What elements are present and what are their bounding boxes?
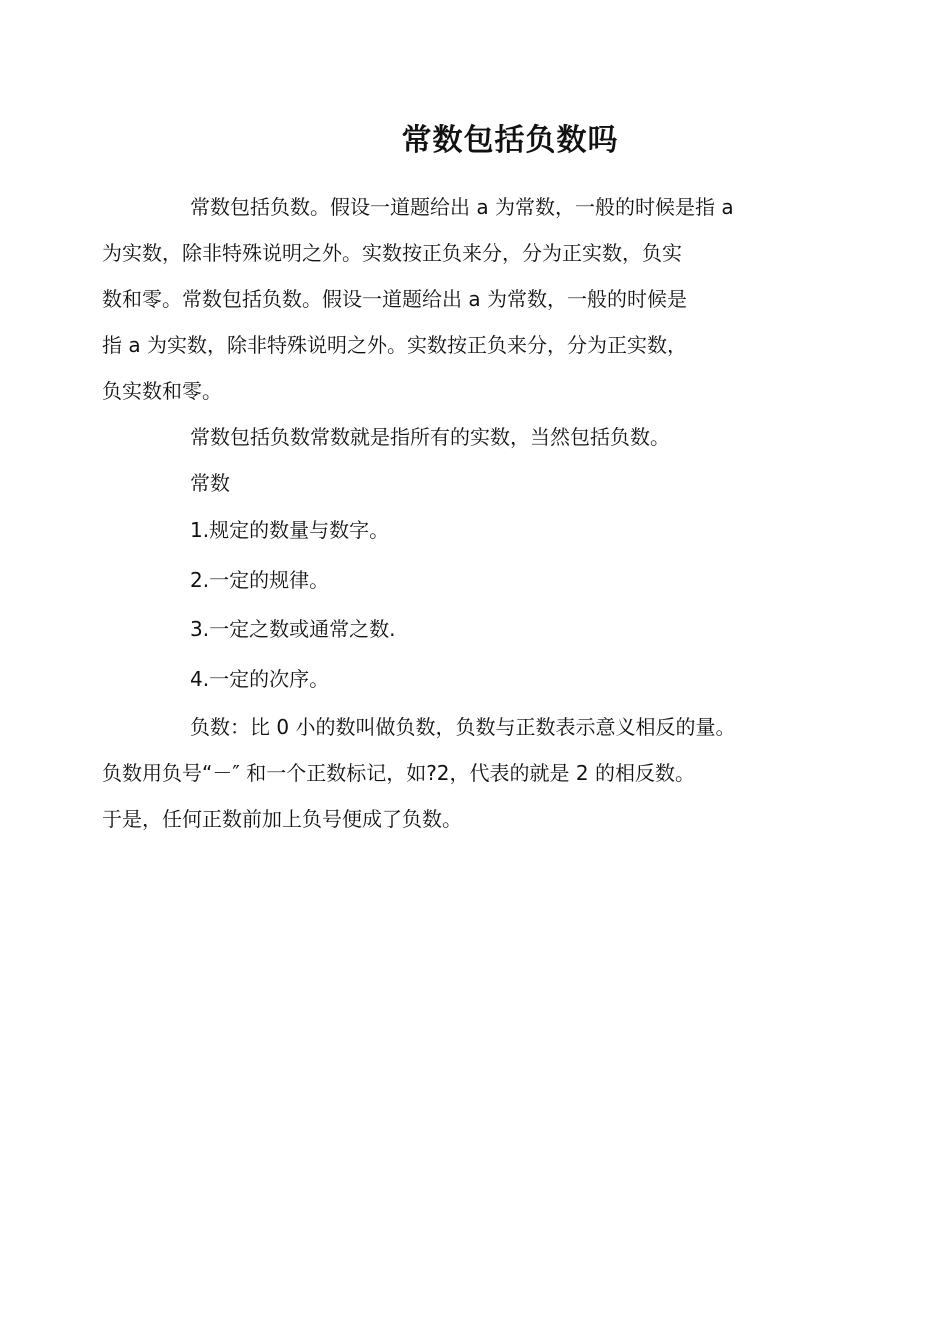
paragraph-line: 于是，任何正数前加上负号便成了负数。: [102, 807, 462, 831]
list-item: 4.一定的次序。: [190, 666, 330, 691]
list-item: 3.一定之数或通常之数.: [190, 617, 396, 641]
closing-paragraph: [102, 704, 822, 842]
paragraph-1: [102, 184, 822, 414]
paragraph-3: [146, 460, 822, 506]
paragraph-line: 常数包括负数常数就是指所有的实数，当然包括负数。: [190, 425, 670, 449]
paragraph-line: 数和零。常数包括负数。假设一道题给出 a 为常数，一般的时候是: [102, 287, 687, 311]
paragraph-2: [146, 414, 822, 460]
paragraph-line: 常数包括负数。假设一道题给出 a 为常数，一般的时候是指 a: [190, 195, 734, 219]
paragraph-line: 为实数，除非特殊说明之外。实数按正负来分，分为正实数，负实: [102, 241, 682, 265]
paragraph-line: 负数：比 0 小的数叫做负数，负数与正数表示意义相反的量。: [190, 715, 736, 739]
paragraph-line: 常数: [190, 471, 230, 495]
document-title: 常数包括负数吗: [401, 123, 619, 158]
paragraph-line: 负实数和零。: [102, 379, 222, 403]
list-item: 1.规定的数量与数字。: [190, 518, 390, 542]
document-body: [102, 184, 822, 842]
paragraph-line: 指 a 为实数，除非特殊说明之外。实数按正负来分，分为正实数，: [102, 333, 687, 357]
list-item: 2.一定的规律。: [190, 567, 330, 592]
paragraph-line: 负数用负号“－″ 和一个正数标记，如?2，代表的就是 2 的相反数。: [102, 761, 695, 785]
